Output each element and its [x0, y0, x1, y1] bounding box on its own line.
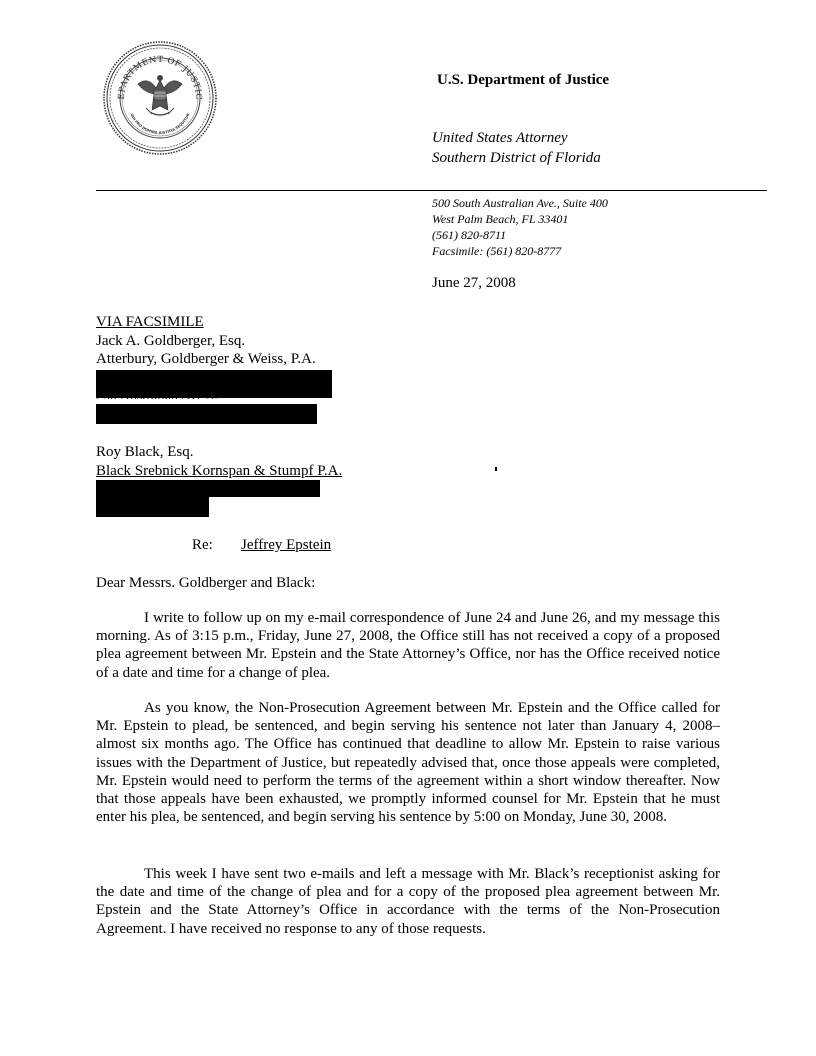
- body-paragraph-3: This week I have sent two e-mails and left a message with Mr. Black’s receptionist asking for the date and time of the change of plea and for a copy of the proposed plea agreement between Mr. Epstein and the State Attorney’s Office in accordance with the terms of the Non-Prosecution Agreement. I have received no response to any of those requests.: [96, 866, 720, 937]
- recipient1-firm: Atterbury, Goldberger & Weiss, P.A.: [96, 351, 316, 367]
- office-district: Southern District of Florida: [432, 150, 601, 166]
- seal-motto: QUI PRO DOMINA JUSTITIA SEQUITUR: [129, 112, 191, 136]
- recipient1-name: Jack A. Goldberger, Esq.: [96, 332, 246, 349]
- agency-name: U.S. Department of Justice: [437, 72, 610, 88]
- body-paragraph-1: I write to follow up on my e-mail correspondence of June 24 and June 26, and my message this morning. As of 3:15 p.m., Friday, June 27, 2008, the Office still has not received a copy of a proposed plea agreement between Mr. Epstein and the State Attorney’s Office, nor has the Office received notice of a date and time for a change of plea.: [96, 610, 720, 681]
- seal-text: EPARTMENT OF JUSTIC: [116, 54, 204, 101]
- office-address: [432, 195, 608, 259]
- delivery-method: VIA FACSIMILE: [96, 314, 204, 330]
- redaction-bar: [96, 497, 209, 517]
- recipient2-firm: Black Srebnick Kornspan & Stumpf P.A.: [96, 462, 343, 479]
- body-paragraph-2: As you know, the Non-Prosecution Agreement between Mr. Epstein and the Office called for Mr. Epstein to plead, be sentenced, and begin serving his sentence not later than January 4, 2008–almost six months ago. The Office has continued that deadline to allow Mr. Epstein to raise various issues with the Department of Justice, but repeatedly advised that, once those appeals were completed, Mr. Epstein would need to perform the terms of the agreement within a short window thereafter. Now that those appeals have been exhausted, we promptly informed counsel for Mr. Epstein that he must enter his plea, be sentenced, and begin serving his sentence by 5:00 on Monday, June 30, 2008.: [96, 700, 720, 826]
- re-label: Re:: [192, 537, 213, 553]
- office-title: United States Attorney: [432, 130, 568, 146]
- recipient-block-2: [96, 443, 342, 480]
- redaction-bar: [96, 480, 320, 497]
- re-subject: Jeffrey Epstein: [241, 537, 332, 553]
- redaction-bar: [96, 404, 317, 424]
- eagle-icon: [138, 75, 182, 115]
- scan-artifact: [495, 467, 497, 471]
- recipient2-name: Roy Black, Esq.: [96, 444, 194, 460]
- salutation: Dear Messrs. Goldberger and Black:: [96, 575, 316, 591]
- office-block: [432, 128, 601, 168]
- redaction-bar: [96, 370, 332, 398]
- address-phone: (561) 820-8711: [432, 228, 507, 242]
- address-street: 500 South Australian Ave., Suite 400: [432, 196, 608, 210]
- letter-date: June 27, 2008: [432, 275, 516, 291]
- seal-graphic: [102, 40, 218, 156]
- address-city: West Palm Beach, FL 33401: [432, 212, 569, 226]
- doj-seal: [102, 40, 218, 156]
- recipient-block-1: [96, 313, 316, 369]
- address-fax: Facsimile: (561) 820-8777: [432, 244, 562, 258]
- header-divider: [96, 190, 767, 191]
